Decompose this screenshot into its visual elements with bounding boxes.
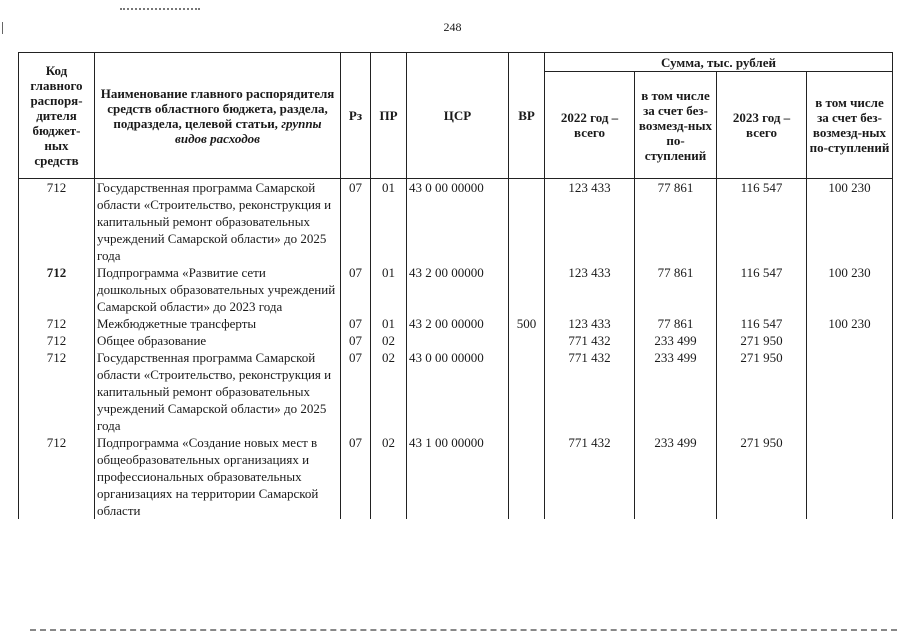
- cell-pr: 02: [371, 434, 407, 519]
- cell-vr: 500: [509, 315, 545, 332]
- header-name-main: Наименование главного распорядителя средств областного бюджета, раздела, подраздела, целевой статьи,: [100, 85, 335, 131]
- table-row: [19, 349, 893, 434]
- cell-2023-total: 116 547: [717, 179, 807, 265]
- cell-2023-incl: 100 230: [807, 179, 893, 265]
- cell-2022-incl: 77 861: [635, 315, 717, 332]
- table-row: [19, 434, 893, 519]
- cell-rz: 07: [341, 315, 371, 332]
- cell-code: 712: [19, 315, 95, 332]
- cell-pr: 02: [371, 332, 407, 349]
- cell-rz: 07: [341, 434, 371, 519]
- cell-2022-incl: 233 499: [635, 434, 717, 519]
- cell-2023-total: 271 950: [717, 349, 807, 434]
- header-csr: ЦСР: [407, 53, 509, 179]
- cell-2023-total: 116 547: [717, 315, 807, 332]
- cell-pr: 02: [371, 349, 407, 434]
- cell-2022-incl: 77 861: [635, 179, 717, 265]
- cell-2023-total: 271 950: [717, 332, 807, 349]
- cell-rz: 07: [341, 179, 371, 265]
- cell-2022-total: 771 432: [545, 332, 635, 349]
- cell-pr: 01: [371, 179, 407, 265]
- cell-csr: 43 0 00 00000: [407, 179, 509, 265]
- cell-name: Подпрограмма «Создание новых мест в общеобразовательных организациях и профессиональных образовательных организациях на территории Самарской области: [95, 434, 341, 519]
- cell-2022-total: 123 433: [545, 179, 635, 265]
- cell-name: Государственная программа Самарской области «Строительство, реконструкция и капитальный ремонт образовательных учреждений Самарской области» до 2025 года: [95, 349, 341, 434]
- scan-bottom-rule: [30, 629, 897, 631]
- cell-pr: 01: [371, 315, 407, 332]
- header-2022-total: 2022 год – всего: [545, 72, 635, 179]
- cell-2022-incl: 233 499: [635, 332, 717, 349]
- cell-2022-total: 771 432: [545, 434, 635, 519]
- cell-rz: 07: [341, 332, 371, 349]
- table-row: [19, 179, 893, 265]
- cell-code: 712: [19, 434, 95, 519]
- cell-csr: 43 1 00 00000: [407, 434, 509, 519]
- cell-name: Государственная программа Самарской области «Строительство, реконструкция и капитальный ремонт образовательных учреждений Самарской области» до 2025 года: [95, 179, 341, 265]
- cell-2023-incl: [807, 434, 893, 519]
- cell-vr: [509, 332, 545, 349]
- cell-2023-total: 271 950: [717, 434, 807, 519]
- header-2022-incl: [635, 72, 717, 179]
- cell-code: 712: [19, 179, 95, 265]
- cell-2023-incl: [807, 332, 893, 349]
- cell-2023-incl: [807, 349, 893, 434]
- cell-name: Общее образование: [95, 332, 341, 349]
- cell-2023-total: 116 547: [717, 264, 807, 315]
- table-header: [19, 53, 893, 179]
- table-row: [19, 332, 893, 349]
- cell-2023-incl: 100 230: [807, 264, 893, 315]
- table-body: [19, 179, 893, 520]
- cell-name: Межбюджетные трансферты: [95, 315, 341, 332]
- cell-2022-incl: 77 861: [635, 264, 717, 315]
- scan-artifact: [120, 8, 200, 14]
- cell-csr: [407, 332, 509, 349]
- cell-csr: 43 2 00 00000: [407, 264, 509, 315]
- cell-2022-incl: 233 499: [635, 349, 717, 434]
- cell-csr: 43 2 00 00000: [407, 315, 509, 332]
- cell-pr: 01: [371, 264, 407, 315]
- header-2023-incl: в том числе за счет без-возмезд-ных по-ступлений: [807, 72, 893, 179]
- cell-vr: [509, 264, 545, 315]
- header-rz: Рз: [341, 53, 371, 179]
- cell-vr: [509, 434, 545, 519]
- header-code: Код главного распоря-дителя бюджет-ных средств: [19, 53, 95, 179]
- cell-rz: 07: [341, 264, 371, 315]
- cell-csr: 43 0 00 00000: [407, 349, 509, 434]
- header-pr: ПР: [371, 53, 407, 179]
- cell-name: Подпрограмма «Развитие сети дошкольных образовательных учреждений Самарской области» до 2023 года: [95, 264, 341, 315]
- header-name: [95, 53, 341, 179]
- cell-2022-total: 123 433: [545, 264, 635, 315]
- cell-rz: 07: [341, 349, 371, 434]
- page-number: 248: [443, 20, 462, 34]
- cell-2022-total: 123 433: [545, 315, 635, 332]
- cell-code: 712: [19, 349, 95, 434]
- cell-2023-incl: 100 230: [807, 315, 893, 332]
- header-vr: ВР: [509, 53, 545, 179]
- cell-2022-total: 771 432: [545, 349, 635, 434]
- budget-table: [18, 52, 893, 519]
- cell-vr: [509, 349, 545, 434]
- header-2022-incl-text: в том числе за счет без-возмезд-ных по-ступлений: [638, 87, 713, 163]
- header-2023-total: 2023 год – всего: [717, 72, 807, 179]
- cell-vr: [509, 179, 545, 265]
- header-sum: Сумма, тыс. рублей: [545, 53, 893, 72]
- cell-code: 712: [19, 264, 95, 315]
- table-row: [19, 315, 893, 332]
- cell-code: 712: [19, 332, 95, 349]
- header-name-italic: группы видов расходов: [175, 115, 322, 146]
- table-row: [19, 264, 893, 315]
